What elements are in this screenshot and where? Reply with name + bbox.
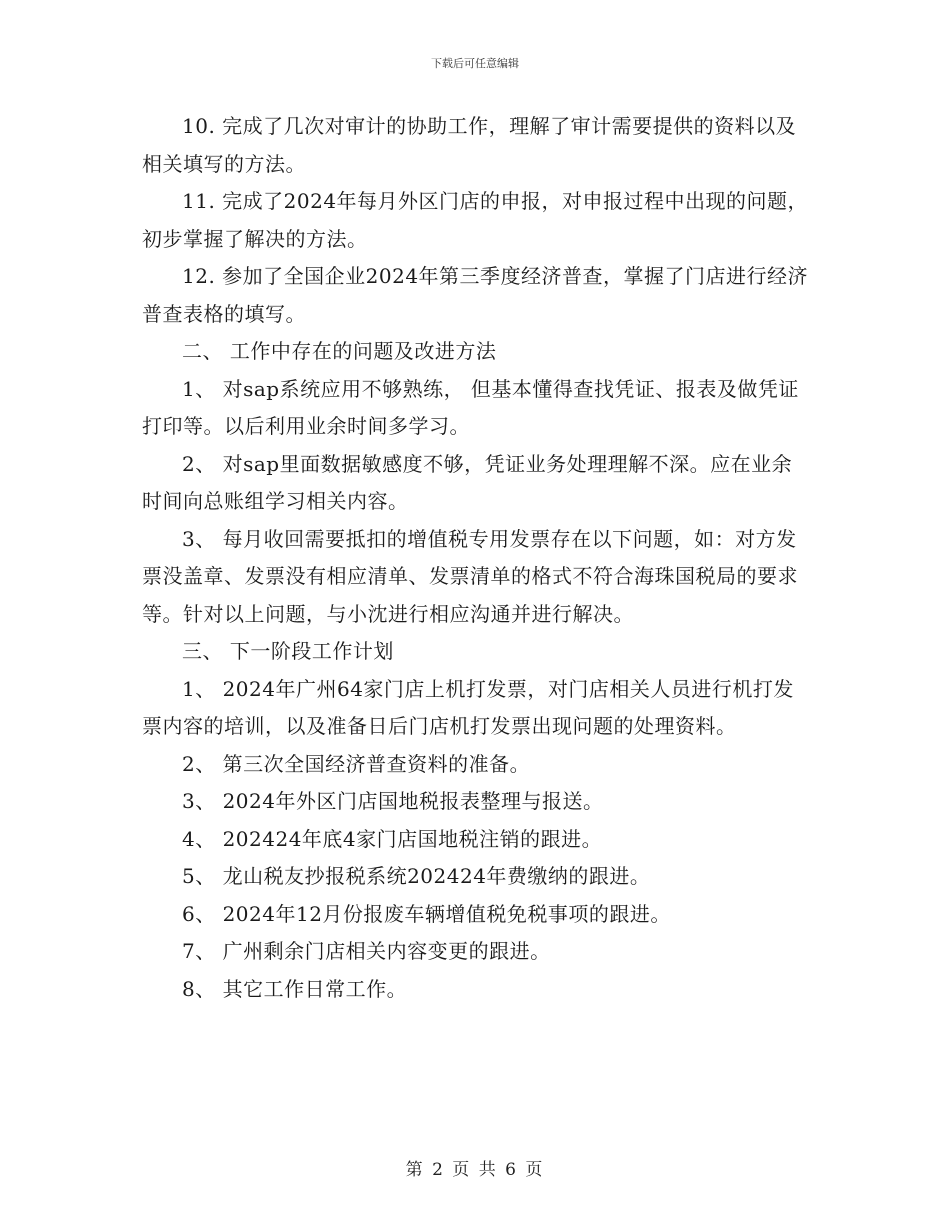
plan-item-7: 7、 广州剩余门店相关内容变更的跟进。 bbox=[182, 939, 551, 963]
page-number-footer: 第 2 页 共 6 页 bbox=[405, 1160, 545, 1180]
section-heading-problems: 二、 工作中存在的问题及改进方法 bbox=[182, 339, 497, 363]
plan-item-2: 2、 第三次全国经济普查资料的准备。 bbox=[182, 751, 531, 776]
paragraph-item-12: 12. 参加了全国企业2024年第三季度经济普查，掌握了门店进行经济普查表格的填写。 bbox=[142, 264, 809, 326]
problem-item-1: 1、 对sap系统应用不够熟练， 但基本懂得查找凭证、报表及做凭证打印等。以后利用业余时间多学习。 bbox=[142, 376, 799, 438]
problem-item-3: 3、 每月收回需要抵扣的增值税专用发票存在以下问题，如：对方发票没盖章、发票没有相应清单、发票清单的格式不符合海珠国税局的要求等。针对以上问题，与小沈进行相应沟通并进行解决。 bbox=[142, 526, 798, 626]
plan-item-6: 6、 2024年12月份报废车辆增值税免税事项的跟进。 bbox=[182, 901, 671, 926]
paragraph-item-10: 10. 完成了几次对审计的协助工作，理解了审计需要提供的资料以及相关填写的方法。 bbox=[142, 114, 797, 176]
document-body bbox=[142, 108, 812, 1008]
header-note: 下载后可任意编辑 bbox=[431, 57, 519, 70]
paragraph-item-11: 11. 完成了2024年每月外区门店的申报，对申报过程中出现的问题，初步掌握了解决的方法。 bbox=[142, 189, 809, 251]
plan-item-3: 3、 2024年外区门店国地税报表整理与报送。 bbox=[182, 789, 604, 813]
plan-item-4: 4、 202424年底4家门店国地税注销的跟进。 bbox=[182, 826, 603, 851]
plan-item-8: 8、 其它工作日常工作。 bbox=[182, 976, 408, 1001]
plan-item-1: 1、 2024年广州64家门店上机打发票，对门店相关人员进行机打发票内容的培训，以及准备日后门店机打发票出现问题的处理资料。 bbox=[142, 676, 794, 738]
problem-item-2: 2、 对sap里面数据敏感度不够，凭证业务处理理解不深。应在业余时间向总账组学习相关内容。 bbox=[142, 451, 793, 513]
section-heading-plan: 三、 下一阶段工作计划 bbox=[182, 639, 394, 663]
plan-item-5: 5、 龙山税友抄报税系统202424年费缴纳的跟进。 bbox=[182, 864, 651, 888]
